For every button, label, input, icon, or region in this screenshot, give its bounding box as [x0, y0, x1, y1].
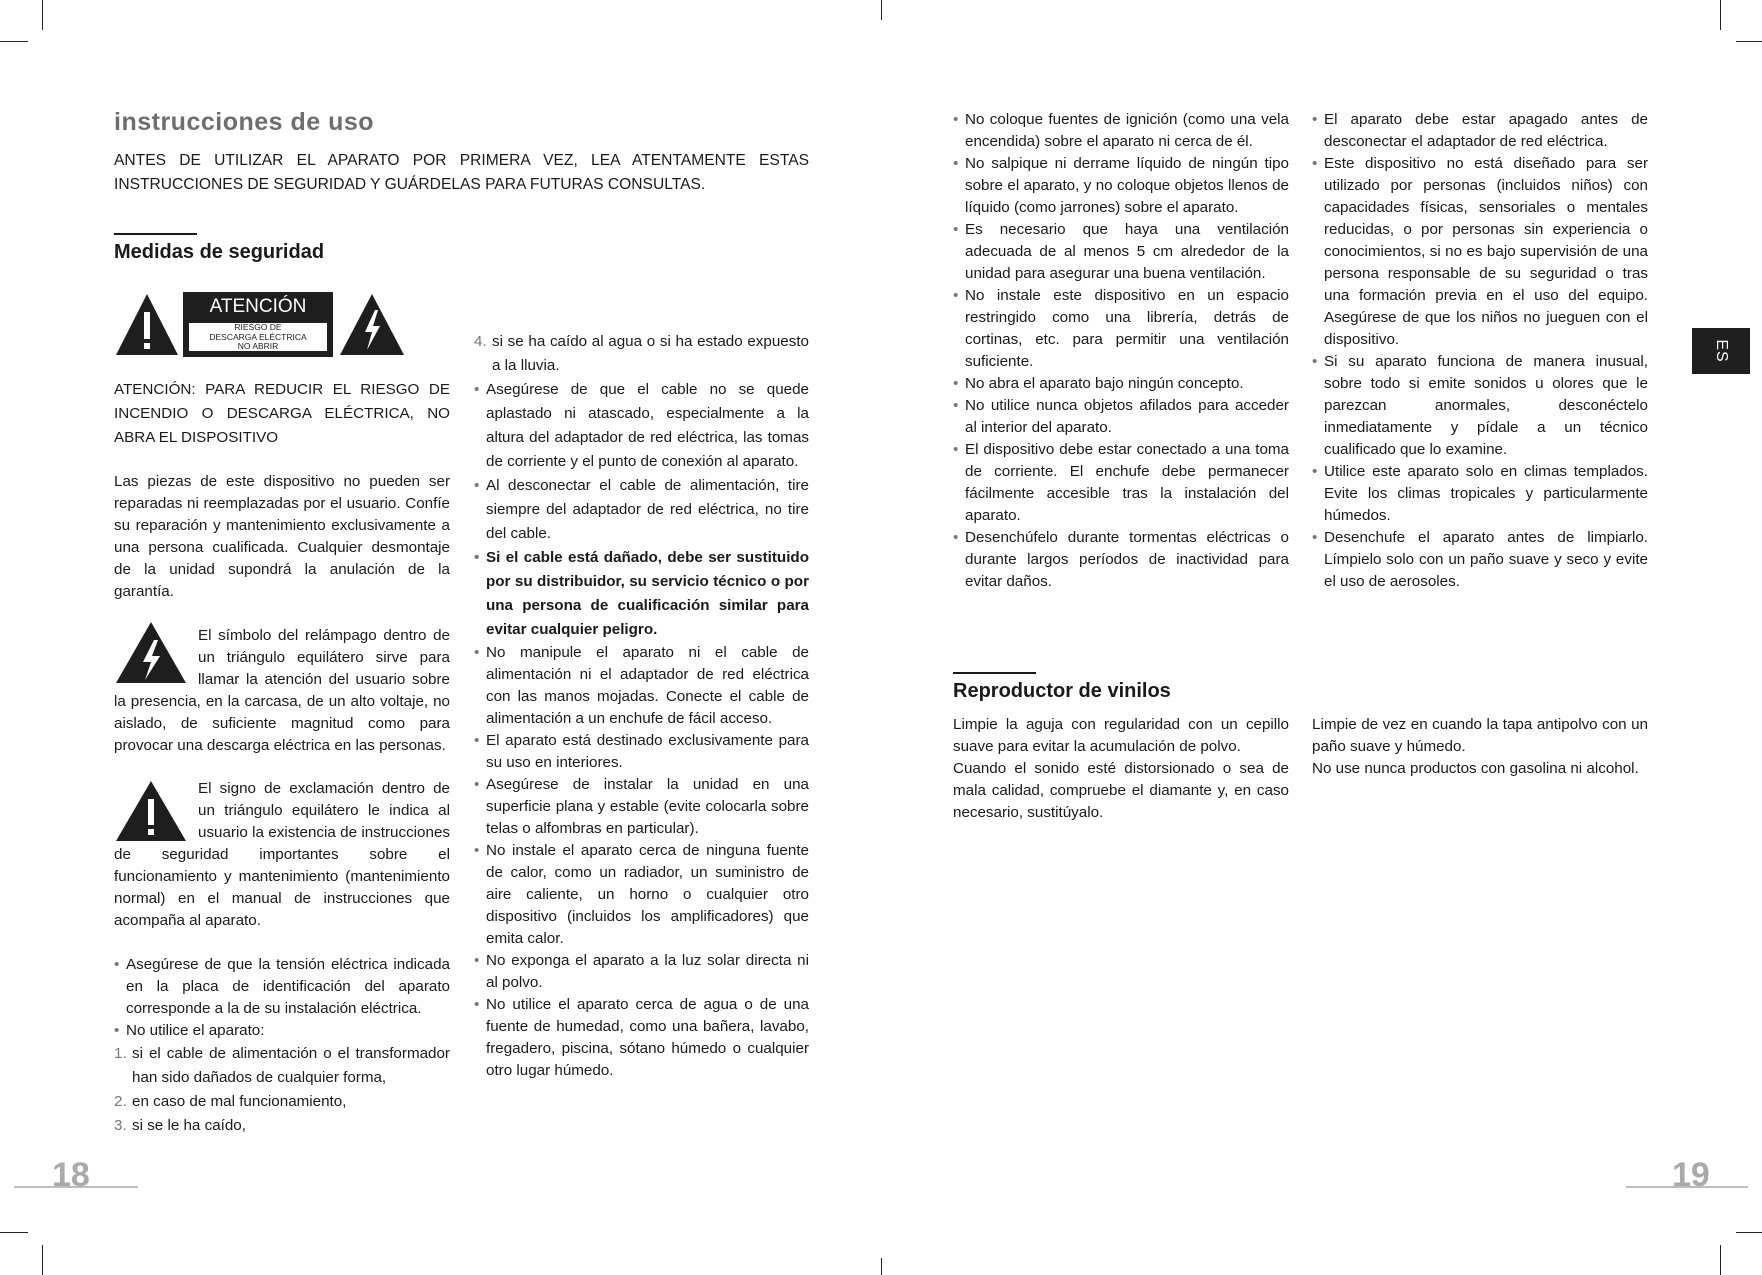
list-item: • No utilice el aparato: [114, 1020, 450, 1042]
warning-label-line: RIESGO DE [234, 322, 282, 332]
exclamation-triangle-icon [114, 292, 180, 357]
exclamation-description: El signo de exclamación dentro de un triángulo equilátero le indica al usuario la existencia de instrucciones de seguridad importantes sobre el funcionamiento y mantenimiento (mantenimiento normal) en el manual de instrucciones que acompaña al aparato. [114, 780, 450, 929]
warning-label [183, 292, 333, 357]
list-item: • Es necesario que haya una ventilación adecuada de al menos 5 cm alrededor de la unidad para asegurar una buena ventilación. [953, 219, 1289, 285]
icon-spacer [114, 625, 198, 691]
crop-mark [1736, 1232, 1762, 1233]
section-rule [953, 672, 1036, 674]
list-item: • No coloque fuentes de ignición (como una vela encendida) sobre el aparato ni cerca de él. [953, 109, 1289, 153]
list-item: • No salpique ni derrame líquido de ningún tipo sobre el aparato, y no coloque objetos llenos de líquido (como jarrones) sobre el aparato. [953, 153, 1289, 219]
crop-mark [42, 0, 43, 30]
list-item: • Asegúrese de instalar la unidad en una superficie plana y estable (evite colocarla sobre telas o alfombras en particular). [474, 774, 809, 840]
page-title: instrucciones de uso [114, 108, 375, 136]
section-rule [114, 233, 197, 235]
warning-label-line: DESCARGA ELÉCTRICA [209, 331, 307, 342]
crop-mark [0, 41, 28, 42]
vinyl-heading: Reproductor de vinilos [953, 680, 1171, 702]
lightning-text [114, 625, 450, 757]
list-item: • No instale este dispositivo en un espacio restringido como una librería, detrás de cortinas, etc. para permitir una ventilación suficiente. [953, 285, 1289, 373]
crop-mark [1720, 0, 1721, 30]
crop-mark [0, 1232, 28, 1233]
list-item: • No utilice nunca objetos afilados para acceder al interior del aparato. [953, 395, 1289, 439]
crop-mark [1736, 41, 1762, 42]
safety-heading: Medidas de seguridad [114, 241, 325, 263]
crop-mark [1720, 1245, 1721, 1275]
list-item: • Utilice este aparato solo en climas templados. Evite los climas tropicales y particularmente húmedos. [1312, 461, 1648, 527]
numbered-item [474, 330, 809, 378]
list-item: • Asegúrese de que el cable no se quede aplastado ni atascado, especialmente a la altura del adaptador de red eléctrica, las tomas de corriente y el punto de conexión al aparato. [474, 378, 809, 474]
list-item: • El aparato está destinado exclusivamente para su uso en interiores. [474, 730, 809, 774]
list-item: • Asegúrese de que la tensión eléctrica indicada en la placa de identificación del aparato corresponde a la de su instalación eléctrica. [114, 954, 450, 1020]
item-number: 4. [474, 333, 487, 350]
voltage-list [114, 954, 450, 1138]
icon-spacer [114, 778, 198, 844]
lightning-description: El símbolo del relámpago dentro de un triángulo equilátero sirve para llamar la atención del usuario sobre la presencia, en la carcasa, de un alto voltaje, no aislado, de suficiente magnitud como para provocar una descarga eléctrica en las personas. [114, 627, 450, 754]
language-tab [1692, 328, 1750, 374]
list-item: • Este dispositivo no está diseñado para ser utilizado por personas (incluidos niños) con capacidades físicas, sensoriales o mentales reducidas, o por personas sin experiencia o conocimientos, si no es bajo supervisión de una persona responsable de su seguridad o tras una formación previa en el uso del equipo. Asegúrese de que los niños no jueguen con el dispositivo. [1312, 153, 1648, 351]
language-tab-label: ES [1713, 339, 1730, 363]
list-item: • El dispositivo debe estar conectado a una toma de corriente. El enchufe debe permanecer fácilmente accesible tras la instalación del aparato. [953, 439, 1289, 527]
lightning-triangle-icon [338, 292, 406, 357]
list-item: • No exponga el aparato a la luz solar directa ni al polvo. [474, 950, 809, 994]
item-number: 2. [114, 1093, 127, 1110]
item-text: en caso de mal funcionamiento, [132, 1093, 347, 1110]
numbered-item [114, 1042, 450, 1090]
vinyl-paragraph: No use nunca productos con gasolina ni alcohol. [1312, 760, 1639, 777]
item-number: 1. [114, 1045, 127, 1062]
vinyl-text-right [1312, 714, 1648, 780]
warning-label-title: ATENCIÓN [209, 296, 307, 317]
numbered-item [114, 1114, 450, 1138]
crop-mark [42, 1245, 43, 1275]
warning-label-line: NO ABRIR [237, 341, 279, 351]
crop-mark [881, 0, 882, 20]
list-item: • El aparato debe estar apagado antes de desconectar el adaptador de red eléctrica. [1312, 109, 1648, 153]
exclamation-text [114, 778, 450, 932]
parts-text: Las piezas de este dispositivo no pueden ser reparadas ni reemplazadas por el usuario. Confíe su reparación y mantenimiento exclusivamente a una persona cualificada. Cualquier desmontaje de la unidad supondrá la anulación de la garantía. [114, 473, 450, 600]
crop-mark [881, 1258, 882, 1275]
list-item: • Desenchúfelo durante tormentas eléctricas o durante largos períodos de inactividad para evitar daños. [953, 527, 1289, 593]
item-text: si el cable de alimentación o el transformador han sido dañados de cualquier forma, [132, 1045, 450, 1086]
vinyl-paragraph: Cuando el sonido esté distorsionado o sea de mala calidad, compruebe el diamante y, en caso necesario, sustitúyalo. [953, 760, 1289, 821]
list-item: • No utilice el aparato cerca de agua o de una fuente de humedad, como una bañera, lavabo, fregadero, piscina, sótano húmedo o cualquier otro lugar húmedo. [474, 994, 809, 1082]
safety-list-column-3 [953, 109, 1289, 593]
list-item: • No instale el aparato cerca de ninguna fuente de calor, como un radiador, un suministro de aire caliente, un horno o cualquier otro dispositivo (incluidos los amplificadores) que emita calor. [474, 840, 809, 950]
safety-list-column-2 [474, 330, 809, 1082]
vinyl-paragraph: Limpie de vez en cuando la tapa antipolvo con un paño suave y húmedo. [1312, 716, 1648, 755]
list-item: • Al desconectar el cable de alimentación, tire siempre del adaptador de red eléctrica, no tire del cable. [474, 474, 809, 546]
numbered-item [114, 1090, 450, 1114]
vinyl-text-left [953, 714, 1289, 824]
warning-label-inner [189, 323, 327, 351]
warning-text: ATENCIÓN: PARA REDUCIR EL RIESGO DE INCENDIO O DESCARGA ELÉCTRICA, NO ABRA EL DISPOSITIVO [114, 381, 450, 446]
safety-list-column-4 [1312, 109, 1648, 593]
list-item: • Desenchufe el aparato antes de limpiarlo. Límpielo solo con un paño suave y seco y evite el uso de aerosoles. [1312, 527, 1648, 593]
list-item: • No abra el aparato bajo ningún concepto. [953, 373, 1289, 395]
item-text: si se ha caído al agua o si ha estado expuesto a la lluvia. [492, 333, 809, 374]
list-item: • No manipule el aparato ni el cable de alimentación ni el adaptador de red eléctrica con las manos mojadas. Conecte el cable de alimentación a un enchufe de fácil acceso. [474, 642, 809, 730]
item-number: 3. [114, 1117, 127, 1134]
page-number: 19 [1672, 1156, 1710, 1194]
list-item: • Si el cable está dañado, debe ser sustituido por su distribuidor, su servicio técnico o por una persona de cualificación similar para evitar cualquier peligro. [474, 546, 809, 642]
item-text: si se le ha caído, [132, 1117, 246, 1134]
intro-text: ANTES DE UTILIZAR EL APARATO POR PRIMERA VEZ, LEA ATENTAMENTE ESTAS INSTRUCCIONES DE SEGURIDAD Y GUÁRDELAS PARA FUTURAS CONSULTAS. [114, 152, 809, 193]
vinyl-paragraph: Limpie la aguja con regularidad con un cepillo suave para evitar la acumulación de polvo. [953, 716, 1289, 755]
page-number: 18 [52, 1156, 90, 1194]
list-item: • Si su aparato funciona de manera inusual, sobre todo si emite sonidos u olores que le parezcan anormales, desconéctelo inmediatamente y pídale a un técnico cualificado que lo examine. [1312, 351, 1648, 461]
